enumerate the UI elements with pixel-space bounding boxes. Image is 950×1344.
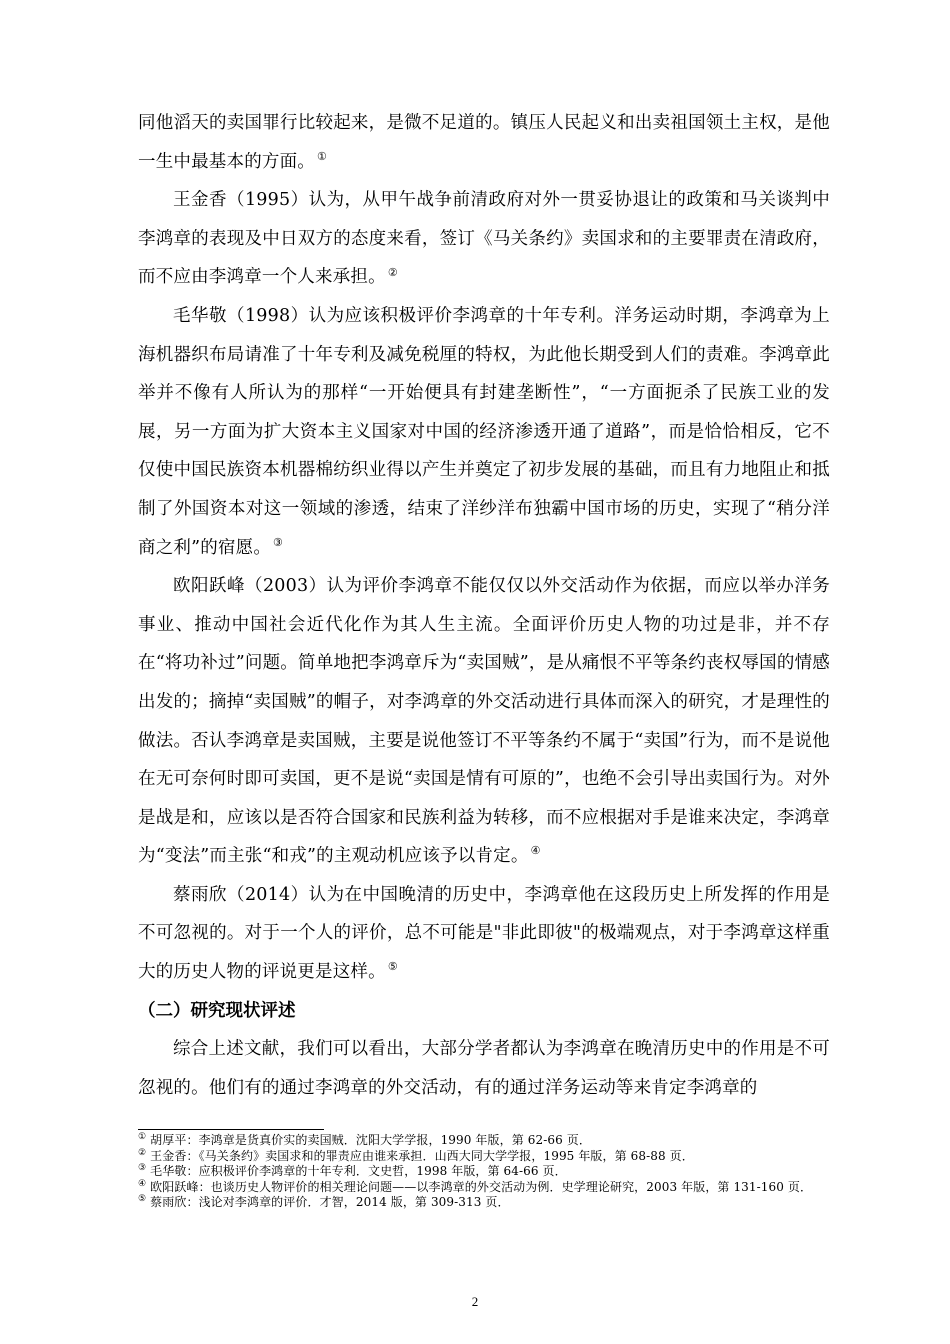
footnote-reference[interactable]: ④ <box>530 844 541 858</box>
body-text <box>138 104 830 1107</box>
paragraph-wang-jinxiang: 王金香（1995）认为，从甲午战争前清政府对外一贯妥协退让的政策和马关谈判中李鸿章的表现及中日双方的态度来看，签订《马关条约》卖国求和的主要罪责在清政府，而不应由李鸿章一个人来承担。 ② <box>138 190 830 288</box>
footnote-reference[interactable]: ③ <box>273 535 284 549</box>
section-heading: （二）研究现状评述 <box>138 1000 296 1021</box>
footnote-text: 毛华敬：应积极评价李鸿章的十年专利．文史哲，1998 年版，第 64-66 页． <box>150 1164 567 1178</box>
paragraph-continuation: 同他滔天的卖国罪行比较起来，是微不足道的。镇压人民起义和出卖祖国领土主权，是他一生中最基本的方面。 ① <box>138 113 830 172</box>
paragraph-mao-huajing: 毛华敬（1998）认为应该积极评价李鸿章的十年专利。洋务运动时期，李鸿章为上海机器织布局请准了十年专利及减免税厘的特权，为此他长期受到人们的责难。李鸿章此举并不像有人所认为的那样“一开始便具有封建垄断性”，“一方面扼杀了民族工业的发展，另一方面为扩大资本主义国家对中国的经济渗透开通了道路”，而是恰恰相反，它不仅使中国民族资本机器棉纺织业得以产生并奠定了初步发展的基础，而且有力地阻止和抵制了外国资本对这一领域的渗透，结束了洋纱洋布独霸中国市场的历史，实现了“稍分洋商之利”的宿愿。 ③ <box>138 305 830 558</box>
footnote-item <box>138 1164 830 1180</box>
footnote-text: 欧阳跃峰：也谈历史人物评价的相关理论问题——以李鸿章的外交活动为例．史学理论研究，2003 年版，第 131-160 页． <box>150 1179 813 1194</box>
footnote-reference[interactable]: ⑤ <box>387 960 398 974</box>
footnote-item <box>138 1133 830 1149</box>
footnote-reference[interactable]: ① <box>317 149 328 163</box>
footnote-mark: ② <box>138 1147 147 1158</box>
footnote-mark: ④ <box>138 1178 147 1189</box>
paragraph-summary: 综合上述文献，我们可以看出，大部分学者都认为李鸿章在晚清历史中的作用是不可忽视的。他们有的通过李鸿章的外交活动，有的通过洋务运动等来肯定李鸿章的 <box>138 1039 830 1098</box>
footnote-mark: ⑤ <box>138 1194 147 1204</box>
footnote-text: 蔡雨欣：浅论对李鸿章的评价．才智，2014 版，第 309-313 页． <box>150 1195 510 1209</box>
footnote-text: 王金香：《马关条约》卖国求和的罪责应由谁来承担．山西大同大学学报，1995 年版，第 68-88 页． <box>150 1148 694 1163</box>
footnote-divider <box>138 1129 324 1130</box>
footnote-mark: ③ <box>138 1163 147 1173</box>
page-number: 2 <box>471 1294 479 1309</box>
footnote-item <box>138 1149 830 1165</box>
footnote-mark: ① <box>138 1132 147 1142</box>
paragraph-ouyang-yuefeng: 欧阳跃峰（2003）认为评价李鸿章不能仅仅以外交活动作为依据，而应以举办洋务事业、推动中国社会近代化作为其人生主流。全面评价历史人物的功过是非，并不存在“将功补过”问题。简单地把李鸿章斥为“卖国贼”，是从痛恨不平等条约丧权辱国的情感出发的；摘掉“卖国贼”的帽子，对李鸿章的外交活动进行具体而深入的研究，才是理性的做法。否认李鸿章是卖国贼，主要是说他签订不平等条约不属于“卖国”行为，而不是说他在无可奈何时即可卖国，更不是说“卖国是情有可原的”，也绝不会引导出卖国行为。对外是战是和，应该以是否符合国家和民族利益为转移，而不应根据对手是谁来决定，李鸿章为“变法”而主张“和戎”的主观动机应该予以肯定。 ④ <box>138 576 830 867</box>
paragraph-cai-yuxin: 蔡雨欣（2014）认为在中国晚清的历史中，李鸿章他在这段历史上所发挥的作用是不可忽视的。对于一个人的评价，总不可能是"非此即彼"的极端观点，对于李鸿章这样重大的历史人物的评说更是这样。 ⑤ <box>138 884 830 983</box>
footnote-item <box>138 1180 830 1196</box>
footnotes <box>138 1133 830 1211</box>
footnote-item <box>138 1195 830 1211</box>
footnote-text: 胡厚平：李鸿章是货真价实的卖国贼．沈阳大学学报，1990 年版，第 62-66 页． <box>150 1133 591 1147</box>
footnote-reference[interactable]: ② <box>387 265 398 279</box>
